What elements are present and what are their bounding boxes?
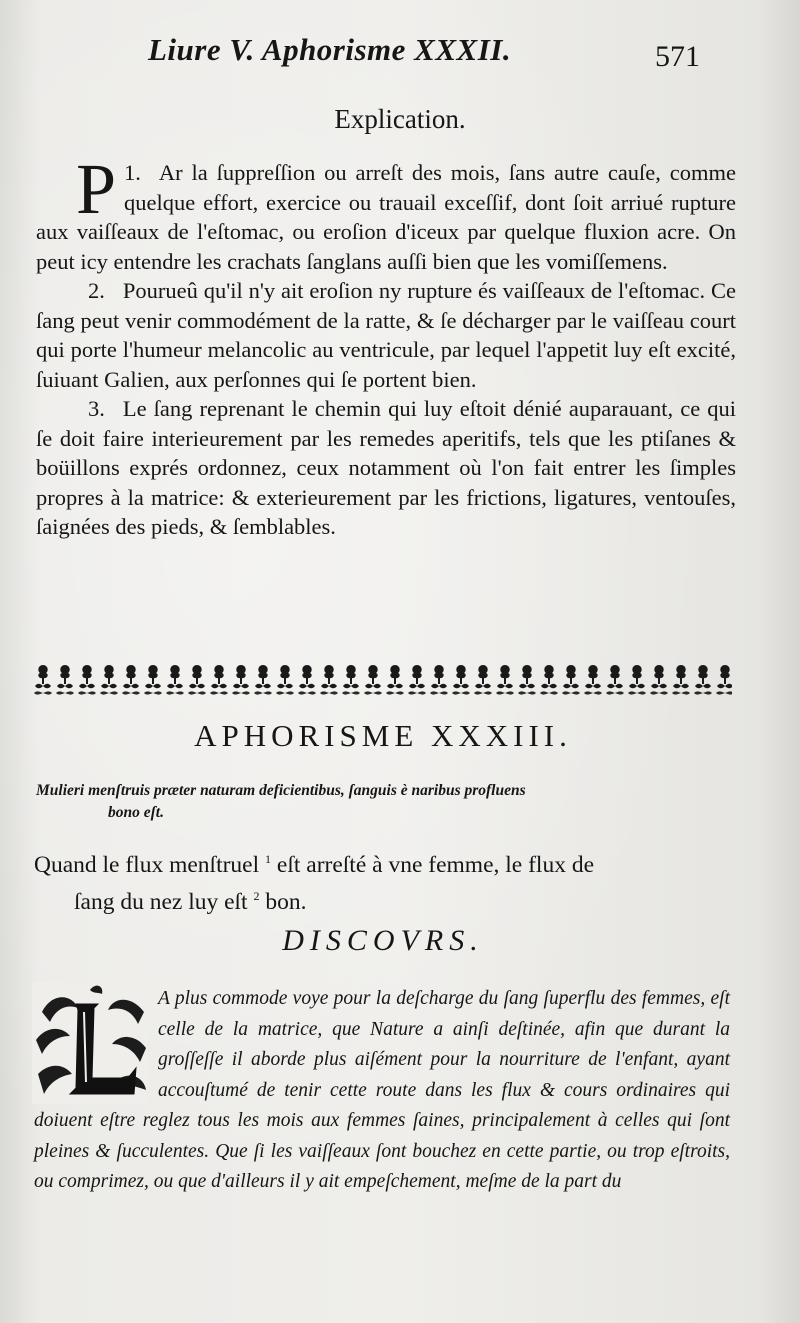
aphorism-text: bon. — [265, 888, 307, 915]
discours-title: DISCOVRS. — [282, 924, 484, 957]
explication-paragraph-1 — [36, 149, 736, 276]
latin-line: bono eſt. — [108, 804, 164, 821]
paragraph-text: Le ſang reprenant le chemin qui luy eſtoit dénié auparauant, ce qui ſe doit faire interieurement par les remedes aperitifs, tels que les ptiſanes & boüillons exprés ordonnez, ceux notamment où l'on fait entrer les ſimples propres à la matrice: & exterieurement par les frictions, ligatures, ventouſes, ſaignées des pieds, & ſemblables. — [36, 396, 736, 539]
ornamental-band — [32, 662, 732, 698]
aphorism-line-2 — [34, 881, 734, 918]
drop-cap-initial: P — [76, 149, 117, 229]
paragraph-text: Ar la ſuppreſſion ou arreſt des mois, ſans autre cauſe, comme quelque effort, exercice ou trauail exceſſif, dont ſoit arriué rupture aux vaiſſeaux de l'eſtomac, ou eroſion d'iceux par quelque fluxion acre. On peut icy entendre les crachats ſanglans auſſi bien que les vomiſſemens. — [36, 160, 736, 274]
paragraph-number: 1. — [124, 160, 141, 185]
section-title: Explication. — [334, 104, 466, 134]
explication-paragraph-3 — [36, 394, 736, 542]
aphorism-title: APHORISME XXXIII. — [194, 718, 572, 753]
latin-line: Mulieri menſtruis præter naturam deficientibus, ſanguis è naribus profluens — [36, 782, 526, 799]
explication-paragraph-2 — [36, 276, 736, 394]
aphorism-text: Quand le flux menſtruel — [34, 851, 260, 878]
explication-body — [36, 149, 736, 542]
running-head: Liure V. Aphorisme XXXII. — [148, 32, 512, 67]
french-aphorism — [34, 844, 734, 918]
aphorism-text: ſang du nez luy eſt — [74, 888, 248, 915]
discours-body — [34, 984, 730, 1198]
latin-aphorism — [36, 780, 736, 824]
aphorism-text: eſt arreſté à vne femme, le flux de — [276, 851, 594, 878]
note-marker: 1 — [265, 852, 272, 866]
paragraph-number: 3. — [88, 396, 105, 421]
page-number: 571 — [655, 40, 700, 73]
paragraph-number: 2. — [88, 278, 105, 303]
discours-text: A plus commode voye pour la deſcharge du ſang ſuperflu des femmes, eſt celle de la matrice, que Nature a ainſi deſtinée, afin que durant la groſſeſſe il aborde plus aiſément pour la nourriture de l'enfant, ayant accouſtumé de tenir cette route dans les flux & cours ordinaires qui doiuent eſtre reglez tous les mois aux femmes ſaines, principalement à celles qui ſont pleines & ſucculentes. Que ſi les vaiſſeaux ſont bouchez en cette partie, ou trop eſtroits, ou comprimez, ou que d'ailleurs il y ait empeſchement, meſme de la part du — [34, 988, 730, 1192]
note-marker: 2 — [253, 888, 260, 903]
decorated-initial-L-icon — [32, 982, 148, 1104]
paragraph-text: Pourueû qu'il n'y ait eroſion ny rupture és vaiſſeaux de l'eſtomac. Ce ſang peut venir commodément de la ratte, & ſe décharger par le vaiſſeau court qui porte l'humeur melancolic au ventricule, par lequel l'appetit luy eſt excité, ſuiuant Galien, aux perſonnes qui ſe portent bien. — [36, 278, 736, 392]
